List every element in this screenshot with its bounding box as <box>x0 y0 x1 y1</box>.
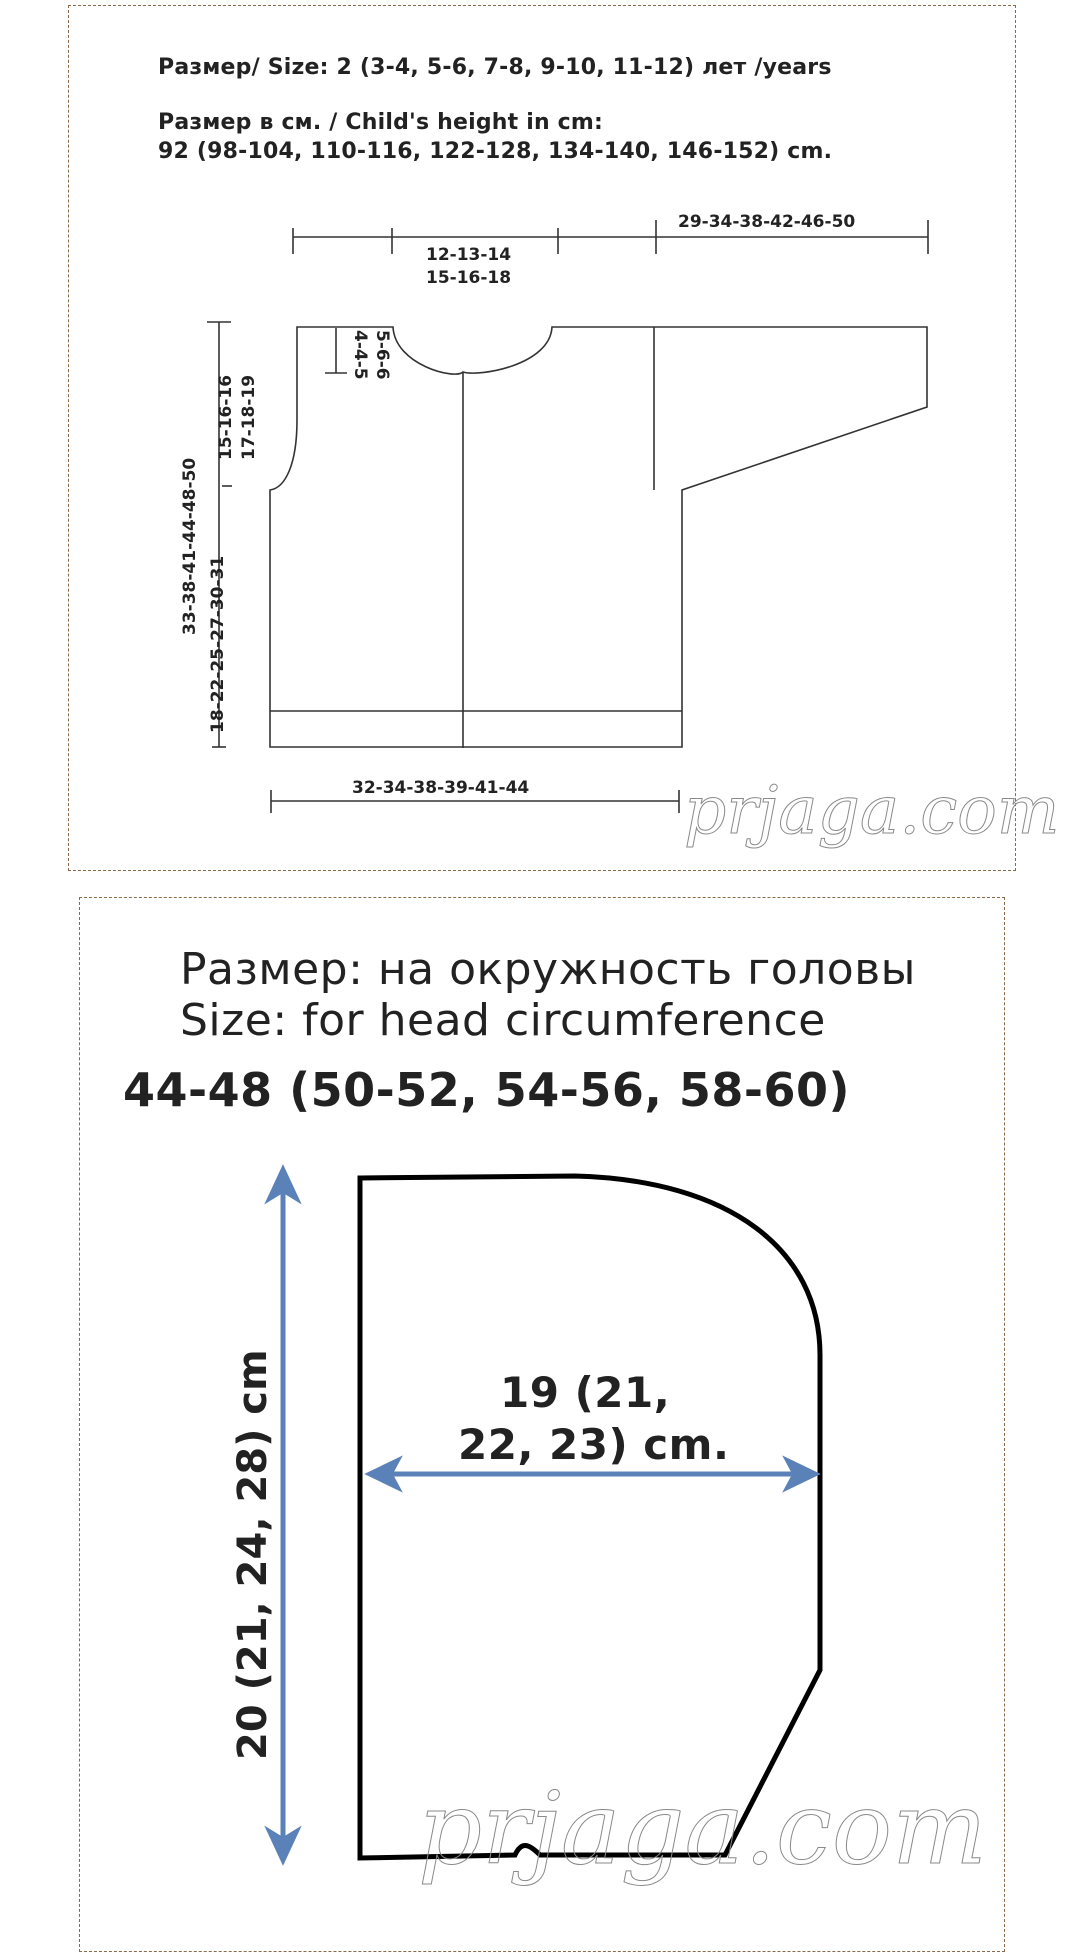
neck-depth-label-2: 5-6-6 <box>372 330 392 380</box>
hat-title-ru: Размер: на окружность головы <box>180 944 916 995</box>
hat-width-label-2: 22, 23) cm. <box>458 1420 730 1469</box>
neck-depth-label-1: 4-4-5 <box>350 330 370 380</box>
total-length-label: 33-38-41-44-48-50 <box>180 457 200 635</box>
hat-outline <box>360 1176 820 1858</box>
neck-width-label-2: 15-16-18 <box>426 268 512 288</box>
height-line-2: 92 (98-104, 110-116, 122-128, 134-140, 146-152) cm. <box>158 139 833 164</box>
height-line-1: Размер в см. / Child's height in cm: <box>158 110 604 135</box>
sleeve-length-label: 29-34-38-42-46-50 <box>678 212 856 232</box>
watermark-1: prjaga.com <box>684 772 1060 849</box>
armhole-label-1: 15-16-16 <box>216 374 236 460</box>
body-length-label: 18-22-25-27-30-31 <box>208 555 228 733</box>
hat-width-label-1: 19 (21, <box>500 1368 671 1417</box>
bottom-width-label: 32-34-38-39-41-44 <box>352 778 530 798</box>
hat-height-label: 20 (21, 24, 28) cm <box>230 1349 276 1760</box>
size-line: Размер/ Size: 2 (3-4, 5-6, 7-8, 9-10, 11-12) лет /years <box>158 55 832 80</box>
watermark-2: prjaga.com <box>418 1770 987 1887</box>
hat-title-en: Size: for head circumference <box>180 995 826 1046</box>
armhole-label-2: 17-18-19 <box>239 374 259 460</box>
neck-width-label-1: 12-13-14 <box>426 245 512 265</box>
hat-sizes: 44-48 (50-52, 54-56, 58-60) <box>123 1063 851 1117</box>
